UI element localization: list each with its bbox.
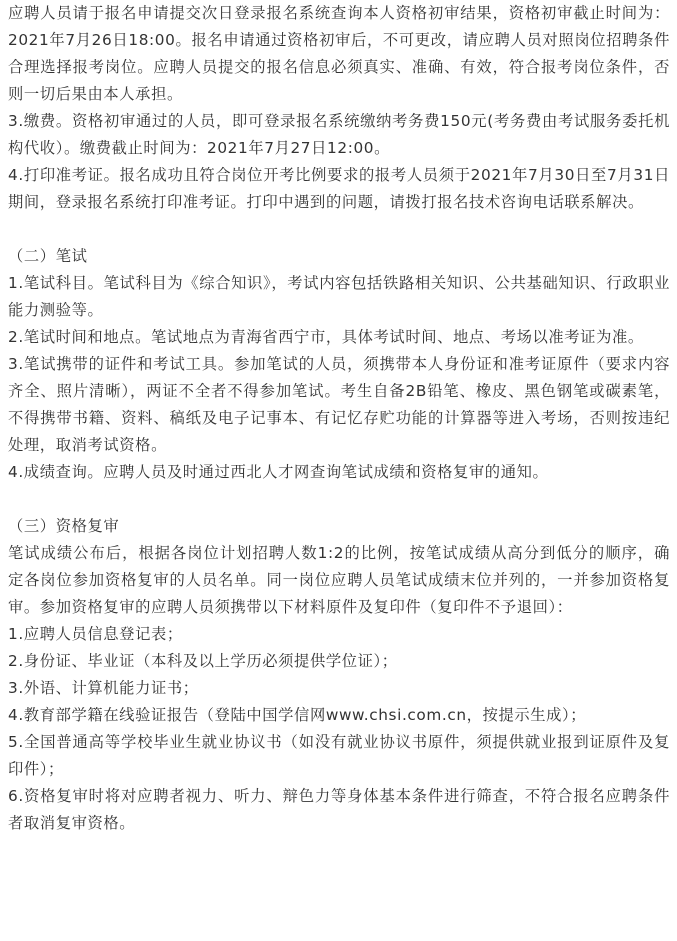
list-item: 3.笔试携带的证件和考试工具。参加笔试的人员，须携带本人身份证和准考证原件（要求内容齐全、照片清晰），两证不全者不得参加笔试。考生自备2B铅笔、橡皮、黑色钢笔或碳素笔，不得携带书籍、资料、稿纸及电子记事本、有记忆存贮功能的计算器等进入考场，否则按违纪处理，取消考试资格。: [8, 355, 670, 454]
paragraph-qualification-check: 应聘人员请于报名申请提交次日登录报名系统查询本人资格初审结果，资格初审截止时间为：2021年7月26日18:00。报名申请通过资格初审后，不可更改，请应聘人员对照岗位招聘条件合理选择报考岗位。应聘人员提交的报名信息必须真实、准确、有效，符合报考岗位条件，否则一切后果由本人承担。: [8, 4, 670, 103]
list-item: 4.教育部学籍在线验证报告（登陆中国学信网www.chsi.com.cn，按提示生成）；: [8, 706, 587, 724]
spacer: [8, 216, 670, 243]
section-heading-written-exam: （二）笔试: [8, 247, 88, 265]
section-qualification-review: [8, 513, 670, 837]
list-item: 6.资格复审时将对应聘者视力、听力、辩色力等身体基本条件进行筛查，不符合报名应聘条件者取消复审资格。: [8, 787, 670, 832]
paragraph-print-admission-ticket: 4.打印准考证。报名成功且符合岗位开考比例要求的报考人员须于2021年7月30日至7月31日期间，登录报名系统打印准考证。打印中遇到的问题，请拨打报名技术咨询电话联系解决。: [8, 166, 670, 211]
list-item: 1.应聘人员信息登记表；: [8, 625, 183, 643]
list-item: 3.外语、计算机能力证书；: [8, 679, 199, 697]
list-item: 2.身份证、毕业证（本科及以上学历必须提供学位证）；: [8, 652, 398, 670]
document-body: [8, 0, 670, 837]
list-item: 2.笔试时间和地点。笔试地点为青海省西宁市，具体考试时间、地点、考场以准考证为准。: [8, 328, 644, 346]
paragraph-payment: 3.缴费。资格初审通过的人员，即可登录报名系统缴纳考务费150元(考务费由考试服务委托机构代收）。缴费截止时间为：2021年7月27日12:00。: [8, 112, 670, 157]
list-item: 4.成绩查询。应聘人员及时通过西北人才网查询笔试成绩和资格复审的通知。: [8, 463, 549, 481]
section-heading-qualification-review: （三）资格复审: [8, 517, 120, 535]
list-item: 5.全国普通高等学校毕业生就业协议书（如没有就业协议书原件，须提供就业报到证原件及复印件）；: [8, 733, 670, 778]
spacer: [8, 486, 670, 513]
section-written-exam: [8, 243, 670, 486]
paragraph-review-intro: 笔试成绩公布后，根据各岗位计划招聘人数1:2的比例，按笔试成绩从高分到低分的顺序，确定各岗位参加资格复审的人员名单。同一岗位应聘人员笔试成绩末位并列的，一并参加资格复审。参加资格复审的应聘人员须携带以下材料原件及复印件（复印件不予退回）：: [8, 544, 670, 616]
list-item: 1.笔试科目。笔试科目为《综合知识》，考试内容包括铁路相关知识、公共基础知识、行政职业能力测验等。: [8, 274, 670, 319]
